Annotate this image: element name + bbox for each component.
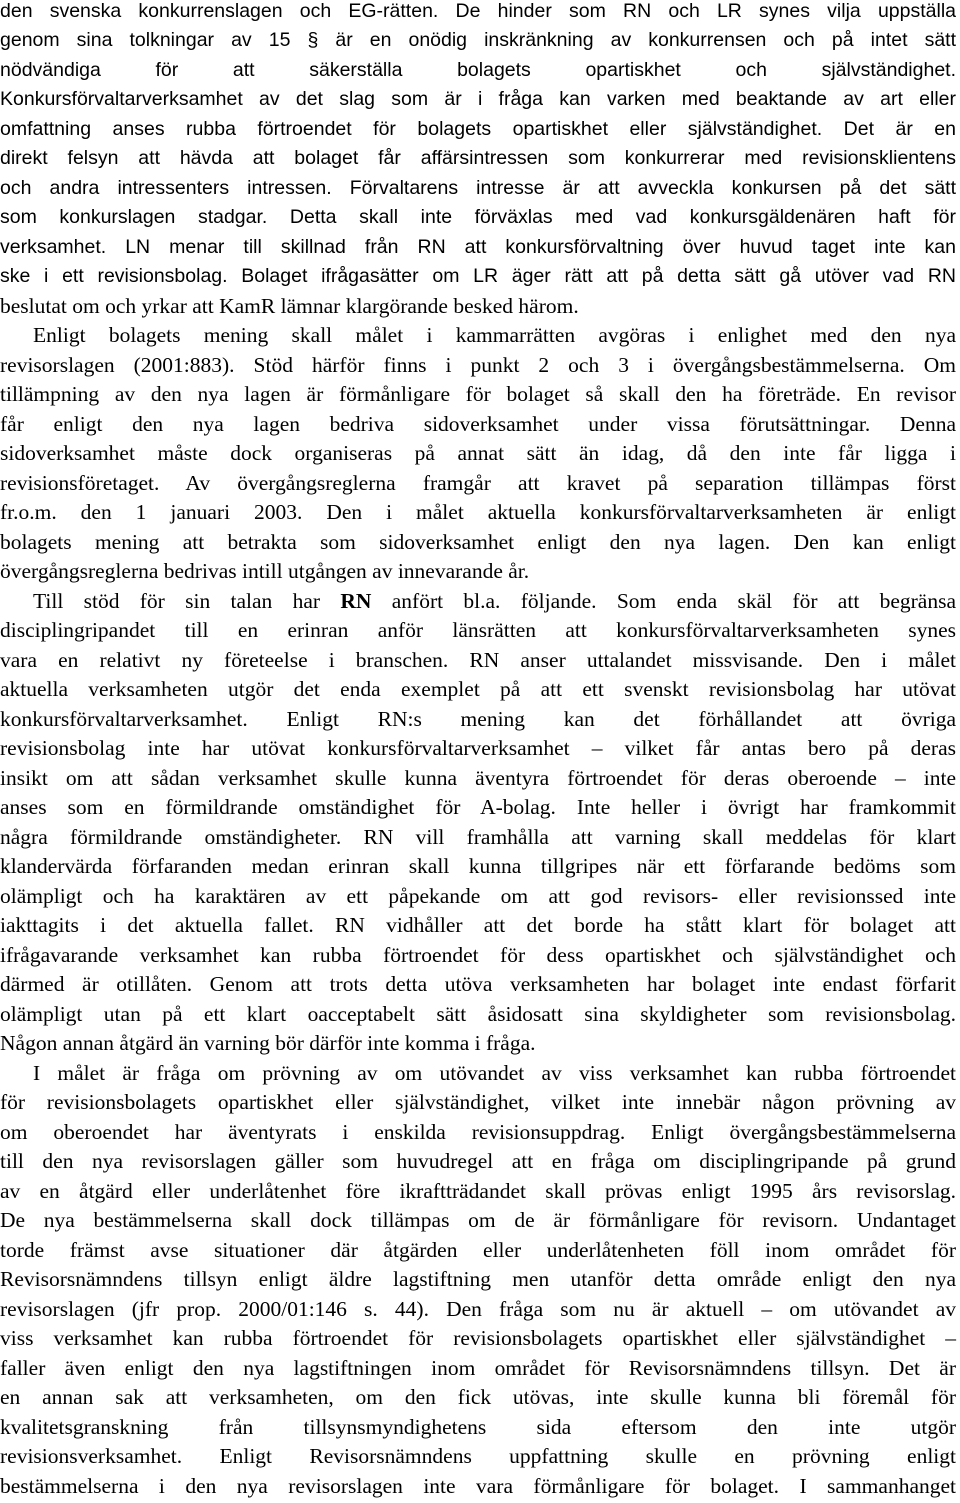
text-line: därmed är otillåten. Genom att trots detta utöva verksamheten har bolaget inte endast förfarit <box>0 972 956 996</box>
text-line: Enligt bolagets mening skall målet i kammarrätten avgöras i enlighet med den nya <box>33 323 956 347</box>
text-line: anses som en förmildrande omständighet för A-bolag. Inte heller i övrigt har framkommit <box>0 795 956 819</box>
text-line: insikt om att sådan verksamhet skulle kunna äventyra förtroendet för deras oberoende – inte <box>0 766 956 790</box>
text-line: och andra intressenters intressen. Förvaltarens intresse är att avveckla konkursen på det sätt <box>0 177 956 199</box>
text-line: konkursförvaltarverksamhet. Enligt RN:s mening kan det förhållandet att övriga <box>0 707 956 731</box>
text-line: kvalitetsgranskning från tillsynsmyndighetens sida eftersom den inte utgör <box>0 1415 956 1439</box>
text-line: några förmildrande omständigheter. RN vill framhålla att varning skall meddelas för klart <box>0 825 956 849</box>
text-line: De nya bestämmelserna skall dock tillämpas om de är förmånligare för revisorn. Undantaget <box>0 1208 956 1232</box>
text-line: Konkursförvaltarverksamhet av det slag som är i fråga kan varken med beaktande av art eller <box>0 88 956 110</box>
text-line: revisorslagen (2001:883). Stöd härför finns i punkt 2 och 3 i övergångsbestämmelserna. Om <box>0 353 956 377</box>
text-line: revisionsbolag inte har utövat konkursförvaltarverksamhet – vilket får antas bero på deras <box>0 736 956 760</box>
text-line: en annan sak att verksamheten, om den fick utövas, inte skulle kunna bli föremål för <box>0 1385 956 1409</box>
text-line: fr.o.m. den 1 januari 2003. Den i målet aktuella konkursförvaltarverksamheten är enligt <box>0 500 956 524</box>
text-line: beslutat om och yrkar att KamR lämnar klargörande besked härom. <box>0 294 579 318</box>
text-line: den svenska konkurrenslagen och EG-rätten. De hinder som RN och LR synes vilja uppställa <box>0 0 956 22</box>
text-line: olämpligt och ha karaktären av ett påpekande om att god revisors- eller revisionssed inte <box>0 884 956 908</box>
text-line: viss verksamhet kan rubba förtroendet för revisionsbolagets opartiskhet eller självständighet – <box>0 1326 956 1350</box>
text-line: får enligt den nya lagen bedriva sidoverksamhet under vissa förutsättningar. Denna <box>0 412 956 436</box>
bold-text-rn: RN <box>340 589 372 613</box>
text-line: revisionsföretaget. Av övergångsreglerna framgår att kravet på separation tillämpas först <box>0 471 956 495</box>
text-line: aktuella verksamheten utgör det enda exemplet på att ett svenskt revisionsbolag har utövat <box>0 677 956 701</box>
text-line: Revisorsnämndens tillsyn enligt äldre lagstiftning men utanför detta område enligt den nya <box>0 1267 956 1291</box>
text-span: Till stöd för sin talan har <box>33 589 341 613</box>
text-line: faller även enligt den nya lagstiftningen inom området för Revisorsnämndens tillsyn. Det är <box>0 1356 956 1380</box>
text-line: revisorslagen (jfr prop. 2000/01:146 s. 44). Den fråga som nu är aktuell – om utövandet av <box>0 1297 956 1321</box>
text-line: av en åtgärd eller underlåtenhet före ikraftträdandet skall prövas enligt 1995 års revisorslag. <box>0 1179 956 1203</box>
text-line: olämpligt utan på ett klart oacceptabelt sätt åsidosatt sina skyldigheter som revisionsbolag. <box>0 1002 956 1026</box>
text-line <box>33 586 956 616</box>
text-line: torde främst avse situationer där åtgärden eller underlåtenheten föll inom området för <box>0 1238 956 1262</box>
text-line: ifrågavarande verksamhet kan rubba förtroendet för dess opartiskhet och självständighet och <box>0 943 956 967</box>
text-line: I målet är fråga om prövning av om utövandet av viss verksamhet kan rubba förtroendet <box>33 1061 956 1085</box>
text-line: Någon annan åtgärd än varning bör därför inte komma i fråga. <box>0 1031 536 1055</box>
text-line: ske i ett revisionsbolag. Bolaget ifrågasätter om LR äger rätt att på detta sätt gå utöver vad RN <box>0 265 956 287</box>
text-line: bestämmelserna i den nya revisorslagen inte vara förmånligare för bolaget. I sammanhanget <box>0 1474 956 1498</box>
text-line: för revisionsbolagets opartiskhet eller självständighet, vilket inte innebär någon prövning av <box>0 1090 956 1114</box>
text-line: revisionsverksamhet. Enligt Revisorsnämndens uppfattning skulle en prövning enligt <box>0 1444 956 1468</box>
text-line: övergångsreglerna bedrivas intill utgången av innevarande år. <box>0 559 530 583</box>
text-line: direkt felsyn att hävda att bolaget får affärsintressen som konkurrerar med revisionsklientens <box>0 147 956 169</box>
text-line: som konkurslagen stadgar. Detta skall inte förväxlas med vad konkursgäldenären haft för <box>0 206 956 228</box>
text-line: till den nya revisorslagen gäller som huvudregel att en fråga om disciplingripande på grund <box>0 1149 956 1173</box>
text-span: anfört bl.a. följande. Som enda skäl för att begränsa <box>371 589 957 613</box>
text-line: tillämpning av den nya lagen är förmånligare för bolaget så skall den ha företräde. En revisor <box>0 382 956 406</box>
text-line: iakttagits i det aktuella fallet. RN vidhåller att det borde ha stått klart för bolaget att <box>0 913 956 937</box>
text-line: omfattning anses rubba förtroendet för bolagets opartiskhet eller självständighet. Det är en <box>0 118 956 140</box>
text-line: om oberoendet har äventyrats i enskilda revisionsuppdrag. Enligt övergångsbestämmelserna <box>0 1120 956 1144</box>
text-line: disciplingripandet till en erinran anför länsrätten att konkursförvaltarverksamheten synes <box>0 618 956 642</box>
text-line: verksamhet. LN menar till skillnad från RN att konkursförvaltning över huvud taget inte kan <box>0 236 956 258</box>
text-line: bolagets mening att betrakta som sidoverksamhet enligt den nya lagen. Den kan enligt <box>0 530 956 554</box>
text-line: genom sina tolkningar av 15 § är en onödig inskränkning av konkurrensen och på intet sätt <box>0 29 956 51</box>
text-line: nödvändiga för att säkerställa bolagets opartiskhet och självständighet. <box>0 59 956 81</box>
text-line: klandervärda förfaranden medan erinran skall kunna tillgripes när ett förfarande bedöms som <box>0 854 956 878</box>
text-line: sidoverksamhet måste dock organiseras på annat sätt än idag, då den inte får ligga i <box>0 441 956 465</box>
text-line: vara en relativt ny företeelse i branschen. RN anser uttalandet missvisande. Den i målet <box>0 648 956 672</box>
